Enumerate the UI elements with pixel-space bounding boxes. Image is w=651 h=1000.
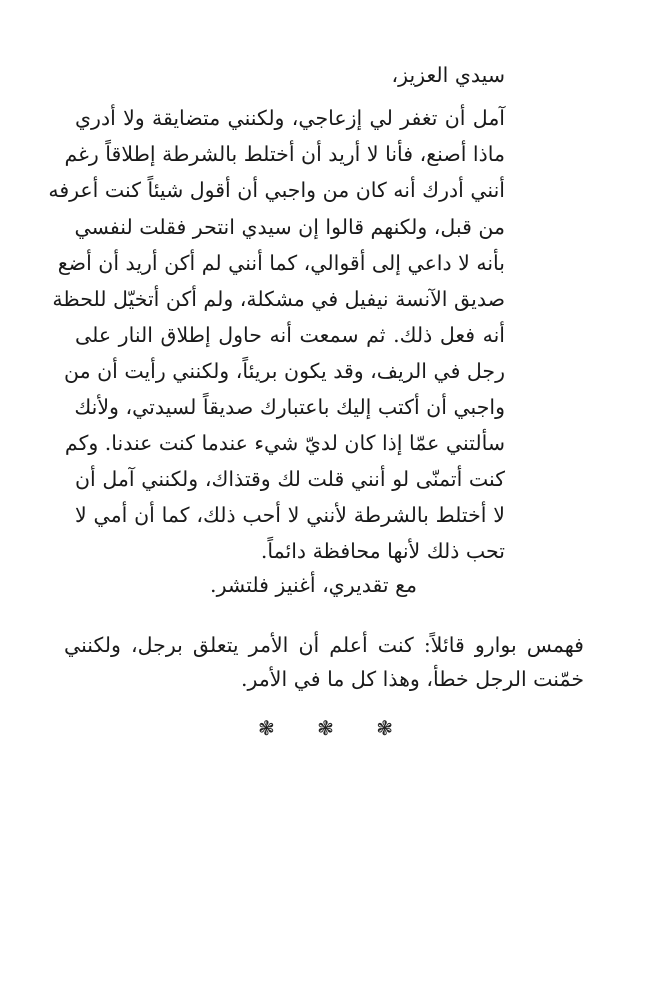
letter-line: أنني أدرك أنه كان من واجبي أن أقول شيئاً كنت أعرفه <box>48 178 505 202</box>
letter-salutation: سيدي العزيز، <box>391 63 505 87</box>
letter-line: صديق الآنسة نيفيل في مشكلة، ولم أكن أتخيّل للحظة <box>52 287 505 311</box>
letter-line: واجبي أن أكتب إليك باعتبارك صديقاً لسيدتي، ولأنك <box>74 395 505 419</box>
letter-line: ماذا أصنع، فأنا لا أريد أن أختلط بالشرطة إطلاقاً رغم <box>64 142 505 166</box>
letter-signature: مع تقديري، أغنيز فلتشر. <box>210 573 417 597</box>
letter-line: سألتني عمّا إذا كان لديّ شيء عندما كنت عندنا. وكم <box>64 431 505 455</box>
letter-line: أنه فعل ذلك. ثم سمعت أنه حاول إطلاق النار على <box>75 323 505 347</box>
letter-line: رجل في الريف، وقد يكون بريئاً، ولكنني رأيت أن من <box>63 359 505 383</box>
letter-line: كنت أتمنّى لو أنني قلت لك وقتذاك، ولكنني آمل أن <box>75 467 505 491</box>
letter-line: لا أختلط بالشرطة لأنني لا أحب ذلك، كما أن أمي لا <box>75 503 505 527</box>
letter-line: من قبل، ولكنهم قالوا إن سيدي انتحر فقلت لنفسي <box>74 215 505 239</box>
letter-line: آمل أن تغفر لي إزعاجي، ولكنني متضايقة ولا أدري <box>75 106 505 130</box>
narration-line: فهمس بوارو قائلاً: كنت أعلم أن الأمر يتعلق برجل، ولكنني <box>64 633 584 657</box>
narration-line: خمّنت الرجل خطأ، وهذا كل ما في الأمر. <box>240 667 584 691</box>
letter-line: بأنه لا داعي إلى أقوالي، كما أنني لم أكن أريد أن أضع <box>57 251 505 275</box>
letter-line: تحب ذلك لأنها محافظة دائماً. <box>260 539 505 563</box>
section-break-stars: ❃ ❃ ❃ <box>258 716 411 740</box>
